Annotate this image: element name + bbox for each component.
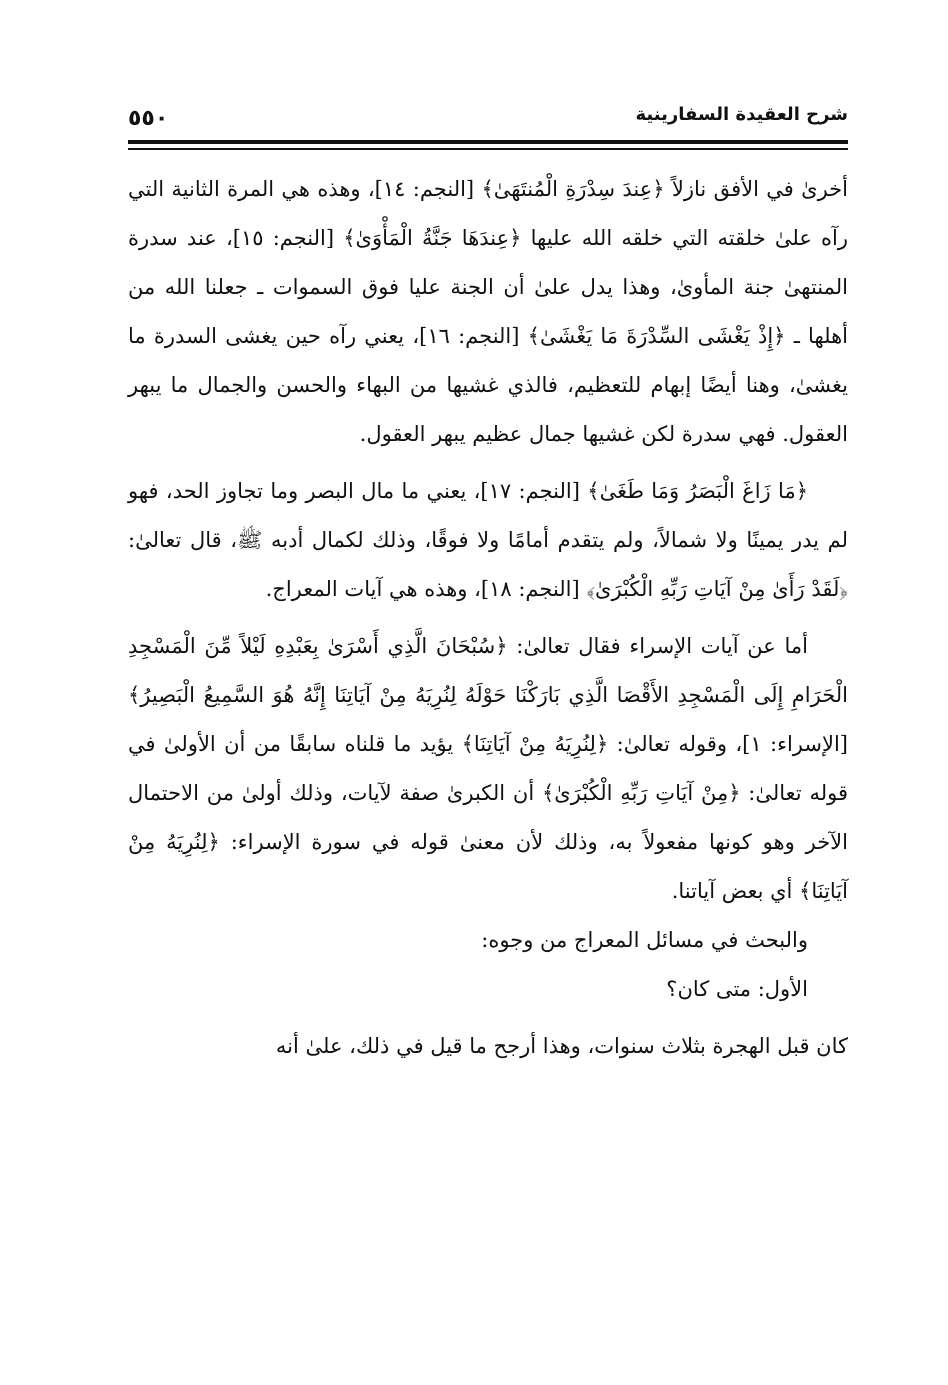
section-heading: الأول: متى كان؟	[666, 977, 808, 1001]
paragraph-2: ﴿مَا زَاغَ الْبَصَرُ وَمَا طَغَىٰ﴾ [النجم: ١٧]، يعني ما مال البصر وما تجاوز الحد، فهو لم يدر يمينًا ولا شمالاً، ولم يتقدم أمامًا ولا فوقًا، وذلك لكمال أدبه ﷺ، قال تعالىٰ: ﴿لَقَدْ رَأَىٰ مِنْ آيَاتِ رَبِّهِ الْكُبْرَىٰ﴾ [النجم: ١٨]، وهذه هي آيات المعراج.	[128, 479, 848, 601]
header-rule-thick	[128, 140, 848, 144]
body-text	[128, 165, 848, 1071]
paragraph-1: أخرىٰ في الأفق نازلاً ﴿عِندَ سِدْرَةِ الْمُنتَهَىٰ﴾ [النجم: ١٤]، وهذه هي المرة الثانية التي رآه علىٰ خلقته التي خلقه الله عليها ﴿عِندَهَا جَنَّةُ الْمَأْوَىٰ﴾ [النجم: ١٥]، عند سدرة المنتهىٰ جنة المأوىٰ، وهذا يدل علىٰ أن الجنة عليا فوق السموات ـ جعلنا الله من أهلها ـ ﴿إِذْ يَغْشَى السِّدْرَةَ مَا يَغْشَىٰ﴾ [النجم: ١٦]، يعني رآه حين يغشى السدرة ما يغشىٰ، وهنا أيضًا إبهام للتعظيم، فالذي غشيها من البهاء والحسن والجمال ما يبهر العقول. فهي سدرة لكن غشيها جمال عظيم يبهر العقول.	[128, 177, 848, 446]
page-number: ٥٥٠	[128, 106, 169, 131]
paragraph-5: كان قبل الهجرة بثلاث سنوات، وهذا أرجح ما قيل في ذلك، علىٰ أنه	[275, 1034, 848, 1058]
paragraph-4: والبحث في مسائل المعراج من وجوه:	[481, 928, 808, 952]
running-title: شرح العقيدة السفارينية	[635, 104, 848, 125]
page-header	[128, 100, 848, 136]
header-rule-thin	[128, 148, 848, 150]
paragraph-3: أما عن آيات الإسراء فقال تعالىٰ: ﴿سُبْحَانَ الَّذِي أَسْرَىٰ بِعَبْدِهِ لَيْلاً مِّنَ الْمَسْجِدِ الْحَرَامِ إِلَى الْمَسْجِدِ الأَقْصَا الَّذِي بَارَكْنَا حَوْلَهُ لِنُرِيَهُ مِنْ آيَاتِنَا إِنَّهُ هُوَ السَّمِيعُ الْبَصِيرُ﴾ [الإسراء: ١]، وقوله تعالىٰ: ﴿لِنُرِيَهُ مِنْ آيَاتِنَا﴾ يؤيد ما قلناه سابقًا من أن الأولىٰ في قوله تعالىٰ: ﴿مِنْ آيَاتِ رَبِّهِ الْكُبْرَىٰ﴾ أن الكبرىٰ صفة لآيات، وذلك أولىٰ من الاحتمال الآخر وهو كونها مفعولاً به، وذلك لأن معنىٰ قوله في سورة الإسراء: ﴿لِنُرِيَهُ مِنْ آيَاتِنَا﴾ أي بعض آياتنا.	[128, 634, 848, 903]
